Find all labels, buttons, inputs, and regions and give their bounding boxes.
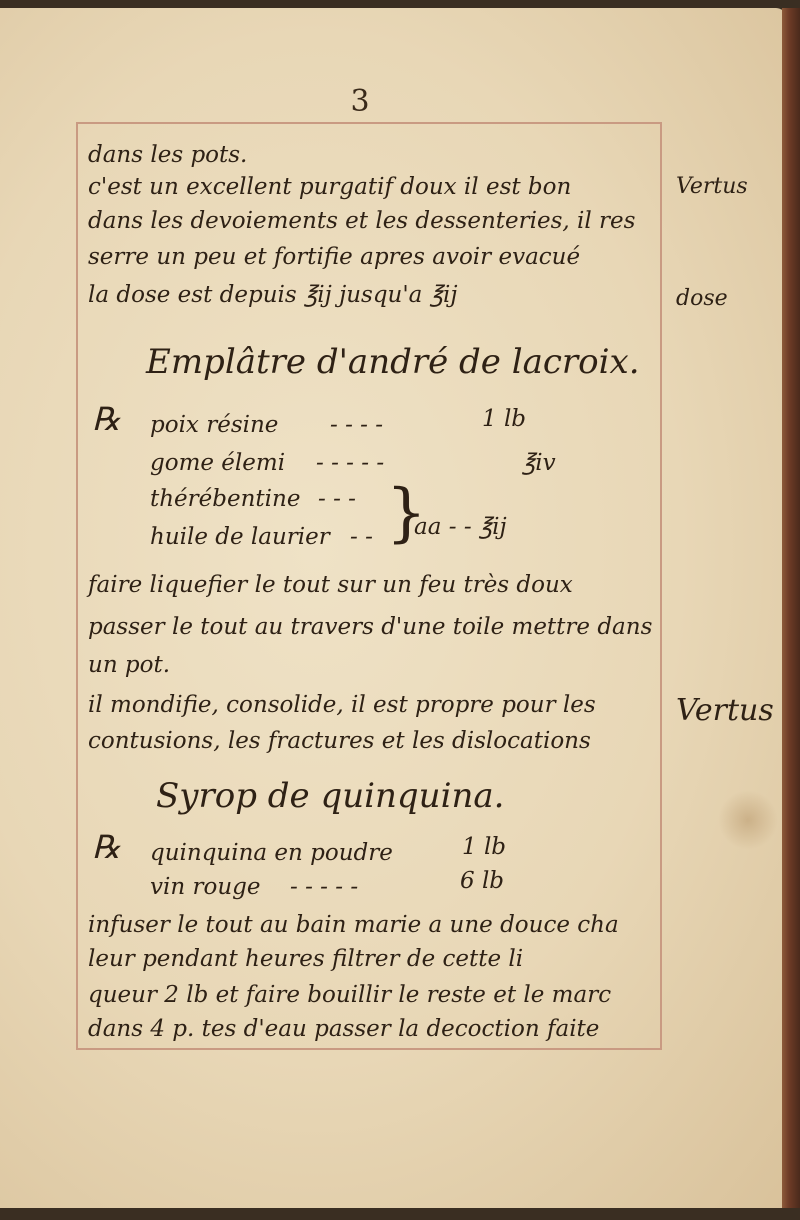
- recipe-mark: ℞: [92, 400, 121, 438]
- ingredient-qty: aa - - ℥ij: [414, 514, 507, 540]
- text-line: contusions, les fractures et les dislocations: [88, 728, 591, 754]
- ingredient-qty: 1 lb: [482, 406, 527, 432]
- text-line: dans les devoiements et les dessenteries, il res: [88, 208, 636, 234]
- ingredient-dashes: - - - - -: [316, 450, 385, 476]
- book-edge: [782, 8, 800, 1208]
- text-line: il mondifie, consolide, il est propre pour les: [88, 692, 596, 718]
- text-line: leur pendant heures filtrer de cette li: [88, 946, 524, 972]
- margin-note-vertus: Vertus: [676, 174, 748, 199]
- ingredient-qty: ℥iv: [522, 450, 556, 476]
- ingredient-name: gome élemi: [150, 450, 286, 476]
- text-line: c'est un excellent purgatif doux il est bon: [88, 174, 572, 200]
- ingredient-dashes: - - - - -: [290, 874, 359, 900]
- text-line: un pot.: [88, 652, 171, 678]
- page-number: 3: [350, 84, 370, 119]
- ingredient-dashes: - - -: [318, 486, 356, 512]
- text-line: serre un peu et fortifie apres avoir evacué: [88, 244, 581, 270]
- ingredient-name: quinquina en poudre: [150, 840, 393, 866]
- text-line: faire liquefier le tout sur un feu très doux: [88, 572, 573, 598]
- ingredient-qty: 6 lb: [460, 868, 505, 894]
- text-line: queur 2 lb et faire bouillir le reste et le marc: [88, 982, 612, 1008]
- ingredient-dashes: - -: [350, 524, 373, 550]
- ingredient-qty: 1 lb: [462, 834, 507, 860]
- section-heading: Syrop de quinquina.: [156, 776, 505, 816]
- text-line: dans 4 p. tes d'eau passer la decoction faite: [88, 1016, 600, 1042]
- text-line: la dose est depuis ℥ij jusqu'a ℥ij: [88, 282, 458, 308]
- ingredient-dashes: - - - -: [330, 412, 384, 438]
- text-line: passer le tout au travers d'une toile mettre dans: [88, 614, 653, 640]
- ingredient-name: vin rouge: [150, 874, 261, 900]
- recipe-mark: ℞: [92, 828, 121, 866]
- ingredient-name: thérébentine: [150, 486, 301, 512]
- text-line: infuser le tout au bain marie a une douce cha: [88, 912, 619, 938]
- page-stain: [718, 790, 778, 850]
- margin-note-dose: dose: [676, 286, 728, 311]
- ingredient-name: huile de laurier: [150, 524, 330, 550]
- section-heading: Emplâtre d'andré de lacroix.: [146, 342, 640, 382]
- brace-symbol: }: [386, 476, 427, 550]
- margin-note-vertus: Vertus: [676, 693, 774, 728]
- text-line: dans les pots.: [88, 142, 248, 168]
- ingredient-name: poix résine: [150, 412, 279, 438]
